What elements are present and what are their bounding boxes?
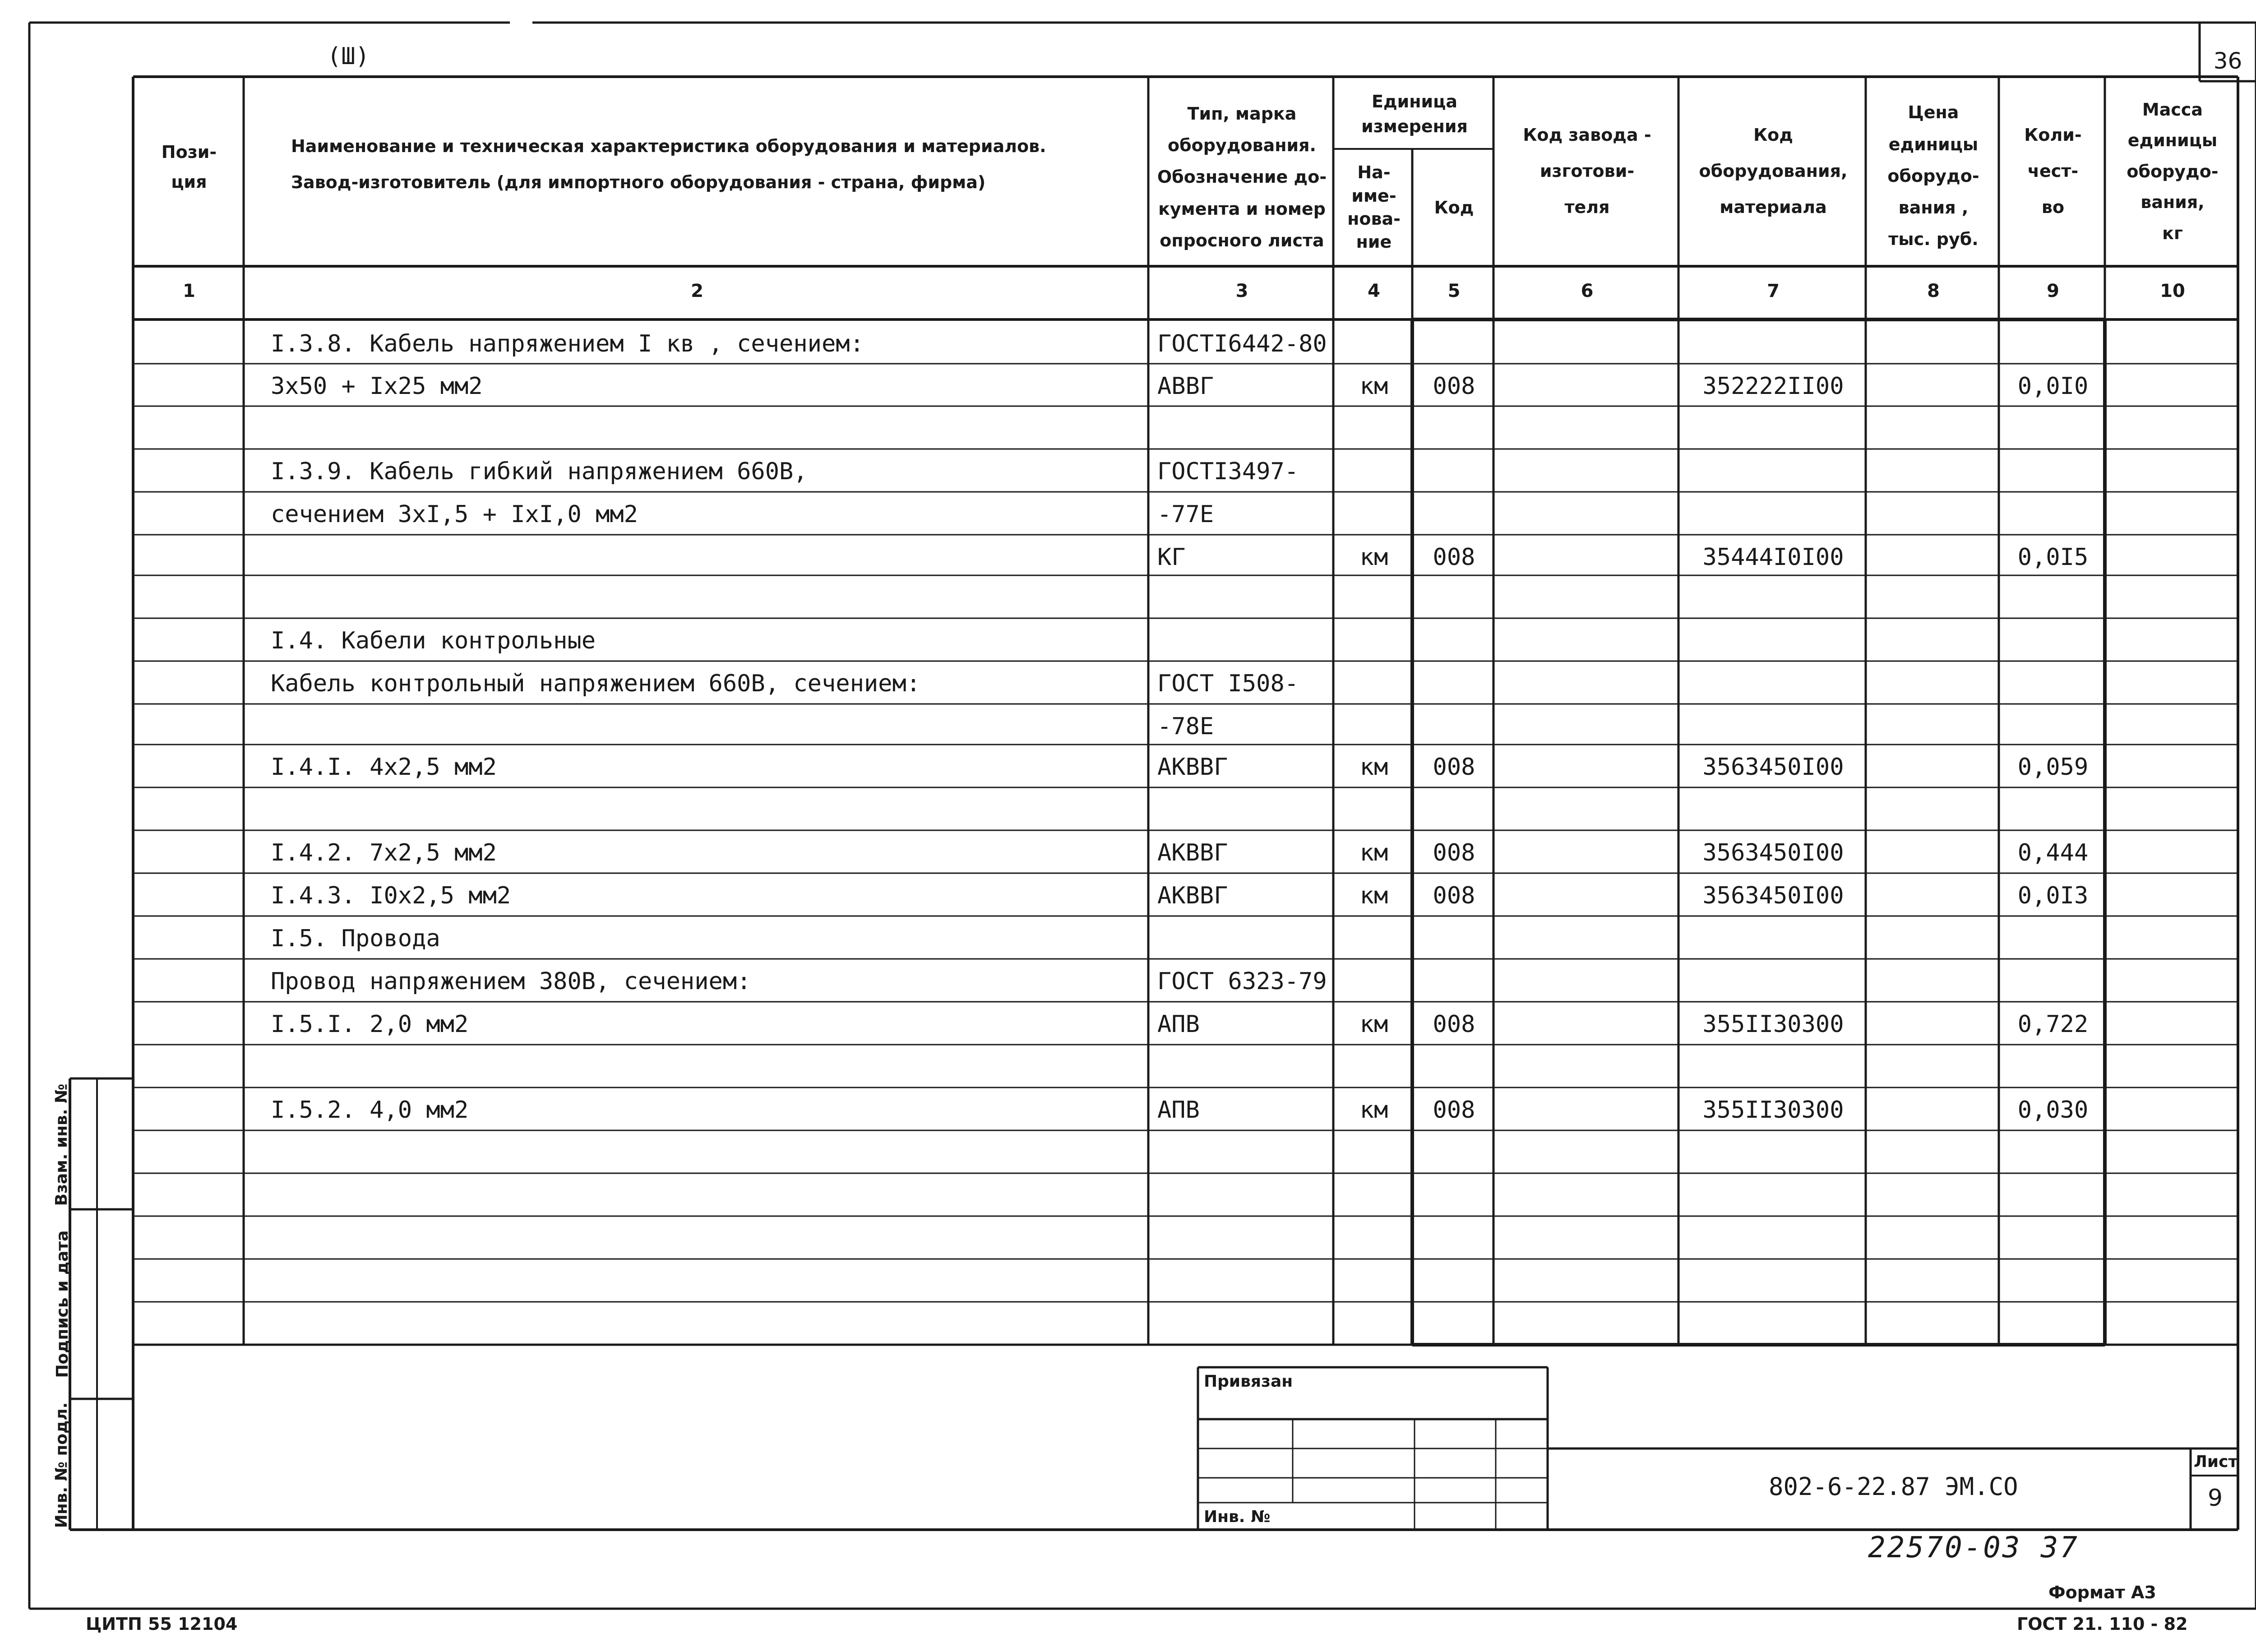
item-type: -78Е <box>1157 713 1214 740</box>
column-number: 1 <box>183 281 195 301</box>
item-unit-code: 008 <box>1433 754 1475 781</box>
item-type: АПВ <box>1157 1097 1200 1124</box>
item-type: ГОСТI6442-80 <box>1157 330 1327 357</box>
item-name: I.3.9. Кабель гибкий напряжением 660В, <box>271 458 808 485</box>
sheet-total-number: 36 <box>2213 48 2242 74</box>
header-position: Пози- ция <box>161 142 217 192</box>
item-quantity: 0,0I0 <box>2017 373 2089 400</box>
item-material-code: 352222II00 <box>1702 373 1844 400</box>
section-mark: (Ш) <box>327 43 370 70</box>
sheet-label: Лист <box>2194 1453 2238 1471</box>
item-name: I.4.I. 4x2,5 мм2 <box>271 754 497 781</box>
item-unit: км <box>1359 373 1388 400</box>
item-quantity: 0,722 <box>2017 1011 2089 1038</box>
item-quantity: 0,0I3 <box>2017 882 2089 909</box>
item-type: ГОСТI3497- <box>1157 458 1299 485</box>
item-quantity: 0,0I5 <box>2017 544 2089 571</box>
item-name: Провод напряжением 380В, сечением: <box>271 968 751 995</box>
item-unit: км <box>1359 754 1388 781</box>
item-type: АКВВГ <box>1157 882 1228 909</box>
item-type: АКВВГ <box>1157 839 1228 866</box>
item-name: Кабель контрольный напряжением 660В, сечением: <box>271 670 921 697</box>
header-unit-mass: Масса единицы оборудо- вания, кг <box>2127 100 2219 243</box>
stamp-original-inv: Инв. № подл. <box>52 1402 71 1528</box>
header-unit-code: Код <box>1434 197 1474 217</box>
item-name: I.4. Кабели контрольные <box>271 627 596 654</box>
header-unit-price: Цена единицы оборудо- вания , тыс. руб. <box>1887 102 1979 250</box>
item-unit: км <box>1359 882 1388 909</box>
item-unit-code: 008 <box>1433 1011 1475 1038</box>
item-type: ГОСТ 6323-79 <box>1157 968 1327 995</box>
item-material-code: 35444I0I00 <box>1702 544 1844 571</box>
stamp-signature-date: Подпись и дата <box>53 1230 72 1378</box>
header-unit-name: На- име- нова- ние <box>1347 162 1401 252</box>
column-number: 2 <box>691 281 703 301</box>
item-unit: км <box>1359 544 1388 571</box>
item-unit: км <box>1359 839 1388 866</box>
item-unit-code: 008 <box>1433 882 1475 909</box>
item-name: I.5.I. 2,0 мм2 <box>271 1011 469 1038</box>
item-name: I.5.2. 4,0 мм2 <box>271 1097 469 1124</box>
item-unit-code: 008 <box>1433 839 1475 866</box>
format-label: Формат А3 <box>2048 1583 2156 1602</box>
column-number: 9 <box>2047 281 2059 301</box>
item-type: АПВ <box>1157 1011 1200 1038</box>
item-type: КГ <box>1157 544 1186 571</box>
column-number: 6 <box>1581 281 1594 301</box>
gost-label: ГОСТ 21. 110 - 82 <box>2017 1614 2188 1634</box>
item-unit: км <box>1359 1011 1388 1038</box>
column-number: 3 <box>1235 281 1248 301</box>
item-name: I.4.2. 7x2,5 мм2 <box>271 839 497 866</box>
header-unit-group: Единица измерения <box>1361 91 1468 136</box>
inv-no-label: Инв. № <box>1204 1508 1271 1526</box>
header-equipment-code: Код оборудования, материала <box>1699 125 1848 217</box>
column-number: 5 <box>1447 281 1461 301</box>
item-quantity: 0,030 <box>2017 1097 2089 1124</box>
item-name: I.4.3. I0x2,5 мм2 <box>271 882 511 909</box>
item-unit-code: 008 <box>1433 544 1475 571</box>
header-name: Наименование и техническая характеристика оборудования и материалов. Завод-изготовитель (для импортного оборудования - страна, фирма) <box>291 136 1046 192</box>
item-unit-code: 008 <box>1433 1097 1475 1124</box>
item-type: ГОСТ I508- <box>1157 670 1299 697</box>
item-quantity: 0,444 <box>2017 839 2089 866</box>
item-quantity: 0,059 <box>2017 754 2089 781</box>
handwritten-number: 22570-03 37 <box>1868 1531 2079 1564</box>
column-number: 10 <box>2160 281 2185 301</box>
header-factory-code: Код завода - изготови- теля <box>1523 125 1651 217</box>
stamp-replaced-inv: Взам. инв. № <box>52 1083 71 1206</box>
item-unit: км <box>1359 1097 1388 1124</box>
sheet-number: 9 <box>2207 1485 2223 1512</box>
column-number: 7 <box>1767 281 1780 301</box>
item-name: 3x50 + Ix25 мм2 <box>271 373 483 400</box>
item-material-code: 3563450I00 <box>1702 754 1844 781</box>
item-material-code: 355II30300 <box>1702 1011 1844 1038</box>
item-type: АВВГ <box>1157 373 1214 400</box>
column-number: 8 <box>1927 281 1940 301</box>
item-name: I.5. Провода <box>271 925 440 952</box>
item-material-code: 3563450I00 <box>1702 839 1844 866</box>
column-number: 4 <box>1368 281 1380 301</box>
privyazan-label: Привязан <box>1204 1372 1293 1391</box>
item-unit-code: 008 <box>1433 373 1475 400</box>
item-name: сечением 3xI,5 + IxI,0 мм2 <box>271 501 638 528</box>
tsitp-code: ЦИТП 55 12104 <box>86 1614 238 1634</box>
item-material-code: 355II30300 <box>1702 1097 1844 1124</box>
item-name: I.3.8. Кабель напряжением I кв , сечением: <box>271 330 864 357</box>
header-type: Тип, марка оборудования. Обозначение до- кумента и номер опросного листа <box>1157 103 1327 250</box>
item-type: -77Е <box>1157 501 1214 528</box>
header-quantity: Коли- чест- во <box>2024 125 2082 217</box>
item-material-code: 3563450I00 <box>1702 882 1844 909</box>
item-type: АКВВГ <box>1157 754 1228 781</box>
document-designation: 802-6-22.87 ЭМ.СО <box>1769 1472 2018 1501</box>
